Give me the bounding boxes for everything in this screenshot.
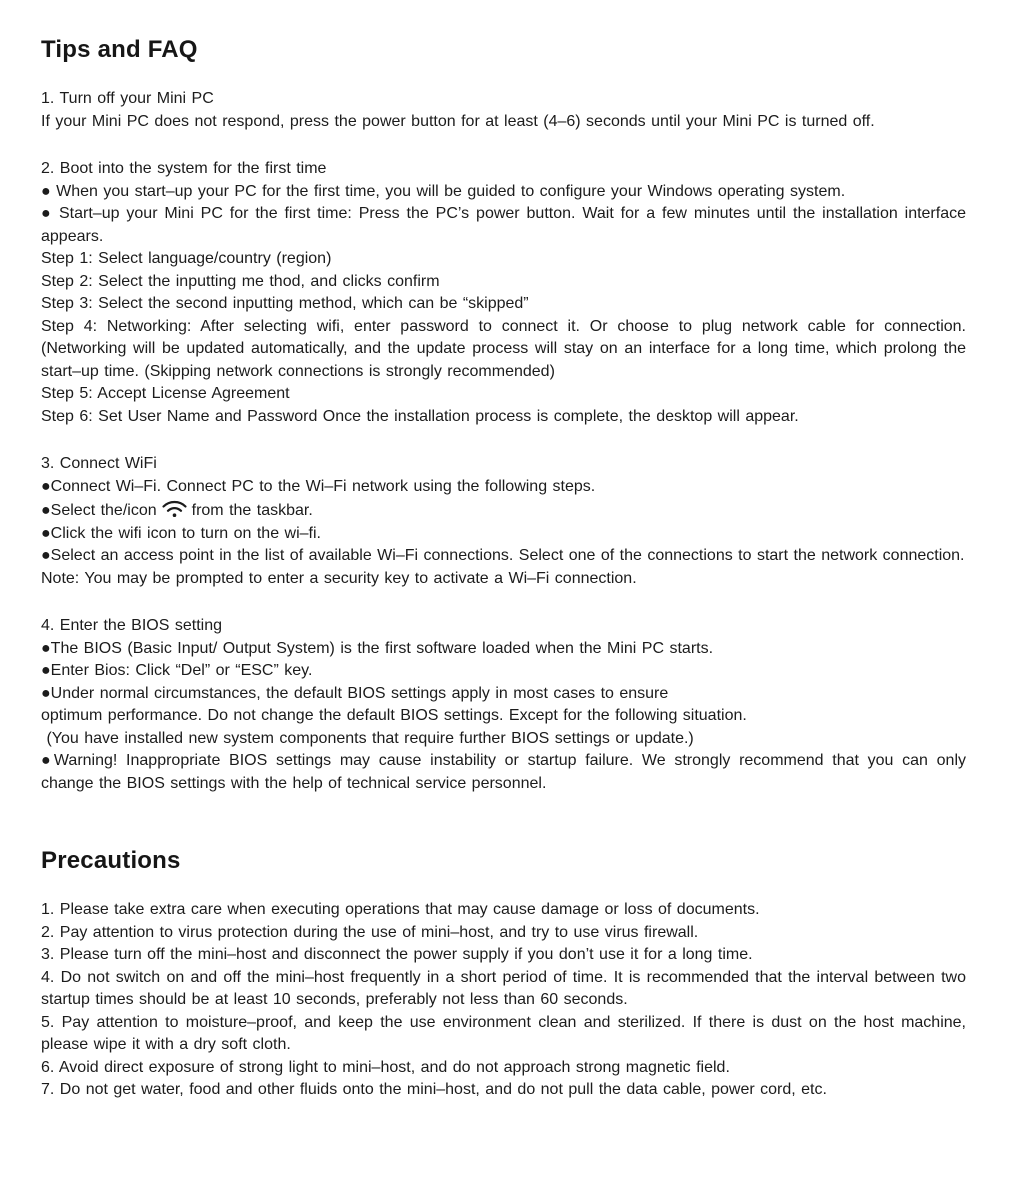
topic-2-step-5: Step 5: Accept License Agreement (41, 385, 290, 402)
tips-and-faq-title: Tips and FAQ (41, 36, 198, 63)
precautions-list (41, 899, 966, 1102)
topic-4-bullet-3-line-1: ●Under normal circumstances, the default BIOS settings apply in most cases to ensure (41, 684, 669, 702)
topic-4-bullet-3-line-2: optimum performance. Do not change the default BIOS settings. Except for the following situation. (41, 707, 747, 724)
precaution-item-1: 1. Please take extra care when executing operations that may cause damage or loss of documents. (41, 901, 760, 918)
topic-3-note: Note: You may be prompted to enter a security key to activate a Wi–Fi connection. (41, 569, 637, 587)
topic-4-bullet-4: ●Warning! Inappropriate BIOS settings may cause instability or startup failure. We strongly recommend that you can only change the BIOS settings with the help of technical service personnel. (41, 752, 966, 792)
wifi-icon-dot (172, 513, 176, 517)
wifi-icon (161, 498, 188, 518)
precaution-item-3: 3. Please turn off the mini–host and disconnect the power supply if you don’t use it for a long time. (41, 946, 753, 963)
precautions-title: Precautions (41, 847, 181, 874)
topic-3-bullet-1: ●Connect Wi–Fi. Connect PC to the Wi–Fi network using the following steps. (41, 477, 596, 495)
topic-2-heading: 2. Boot into the system for the first time (41, 160, 327, 177)
tips-topic-4 (41, 615, 966, 795)
topic-3-bullet-3: ●Click the wifi icon to turn on the wi–fi. (41, 524, 321, 542)
topic-3-bullet-2-after: from the taskbar. (191, 502, 313, 519)
topic-3-bullet-2 (41, 498, 966, 523)
precaution-item-2: 2. Pay attention to virus protection during the use of mini–host, and try to use virus firewall. (41, 923, 699, 941)
tips-topic-1 (41, 88, 966, 133)
topic-4-bullet-1: ●The BIOS (Basic Input/ Output System) is the first software loaded when the Mini PC starts. (41, 639, 714, 657)
topic-2-bullet-2: ● Start–up your Mini PC for the first time: Press the PC’s power button. Wait for a few minutes until the installation interface appears. (41, 205, 966, 245)
precaution-item-5: 5. Pay attention to moisture–proof, and keep the use environment clean and sterilized. If there is dust on the host machine, please wipe it with a dry soft cloth. (41, 1013, 966, 1053)
topic-4-heading: 4. Enter the BIOS setting (41, 617, 222, 634)
topic-2-step-6: Step 6: Set User Name and Password Once the installation process is complete, the desktop will appear. (41, 407, 799, 425)
topic-2-step-4: Step 4: Networking: After selecting wifi, enter password to connect it. Or choose to plug network cable for connection. (Networking will be updated automatically, and the update process will stay on an interface for a long time, which prolong the start–up time. (Skipping network connections is strongly recommended) (41, 317, 966, 380)
topic-4-bullet-2: ●Enter Bios: Click “Del” or “ESC” key. (41, 662, 313, 679)
topic-3-bullet-2-before: ●Select the/icon (41, 502, 157, 519)
tips-topic-3 (41, 453, 966, 590)
topic-2-step-2: Step 2: Select the inputting me thod, and clicks confirm (41, 272, 440, 290)
topic-3-heading: 3. Connect WiFi (41, 455, 157, 472)
tips-topic-2 (41, 158, 966, 428)
topic-2-bullet-1: ● When you start–up your PC for the first time, you will be guided to configure your Windows operating system. (41, 182, 846, 200)
topic-3-bullet-4: ●Select an access point in the list of available Wi–Fi connections. Select one of the connections to start the network connection. (41, 547, 965, 564)
precaution-item-7: 7. Do not get water, food and other fluids onto the mini–host, and do not pull the data cable, power cord, etc. (41, 1081, 827, 1098)
topic-1-body: If your Mini PC does not respond, press the power button for at least (4–6) seconds until your Mini PC is turned off. (41, 112, 875, 130)
precaution-item-6: 6. Avoid direct exposure of strong light to mini–host, and do not approach strong magnetic field. (41, 1058, 730, 1076)
precaution-item-4: 4. Do not switch on and off the mini–host frequently in a short period of time. It is recommended that the interval between two startup times should be at least 10 seconds, preferably not less than 60 seconds. (41, 968, 966, 1008)
topic-2-step-1: Step 1: Select language/country (region) (41, 250, 332, 267)
topic-2-step-3: Step 3: Select the second inputting method, which can be “skipped” (41, 295, 529, 312)
topic-4-bullet-3-line-3: (You have installed new system components that require further BIOS settings or update.) (41, 729, 694, 747)
topic-1-heading: 1. Turn off your Mini PC (41, 90, 214, 107)
